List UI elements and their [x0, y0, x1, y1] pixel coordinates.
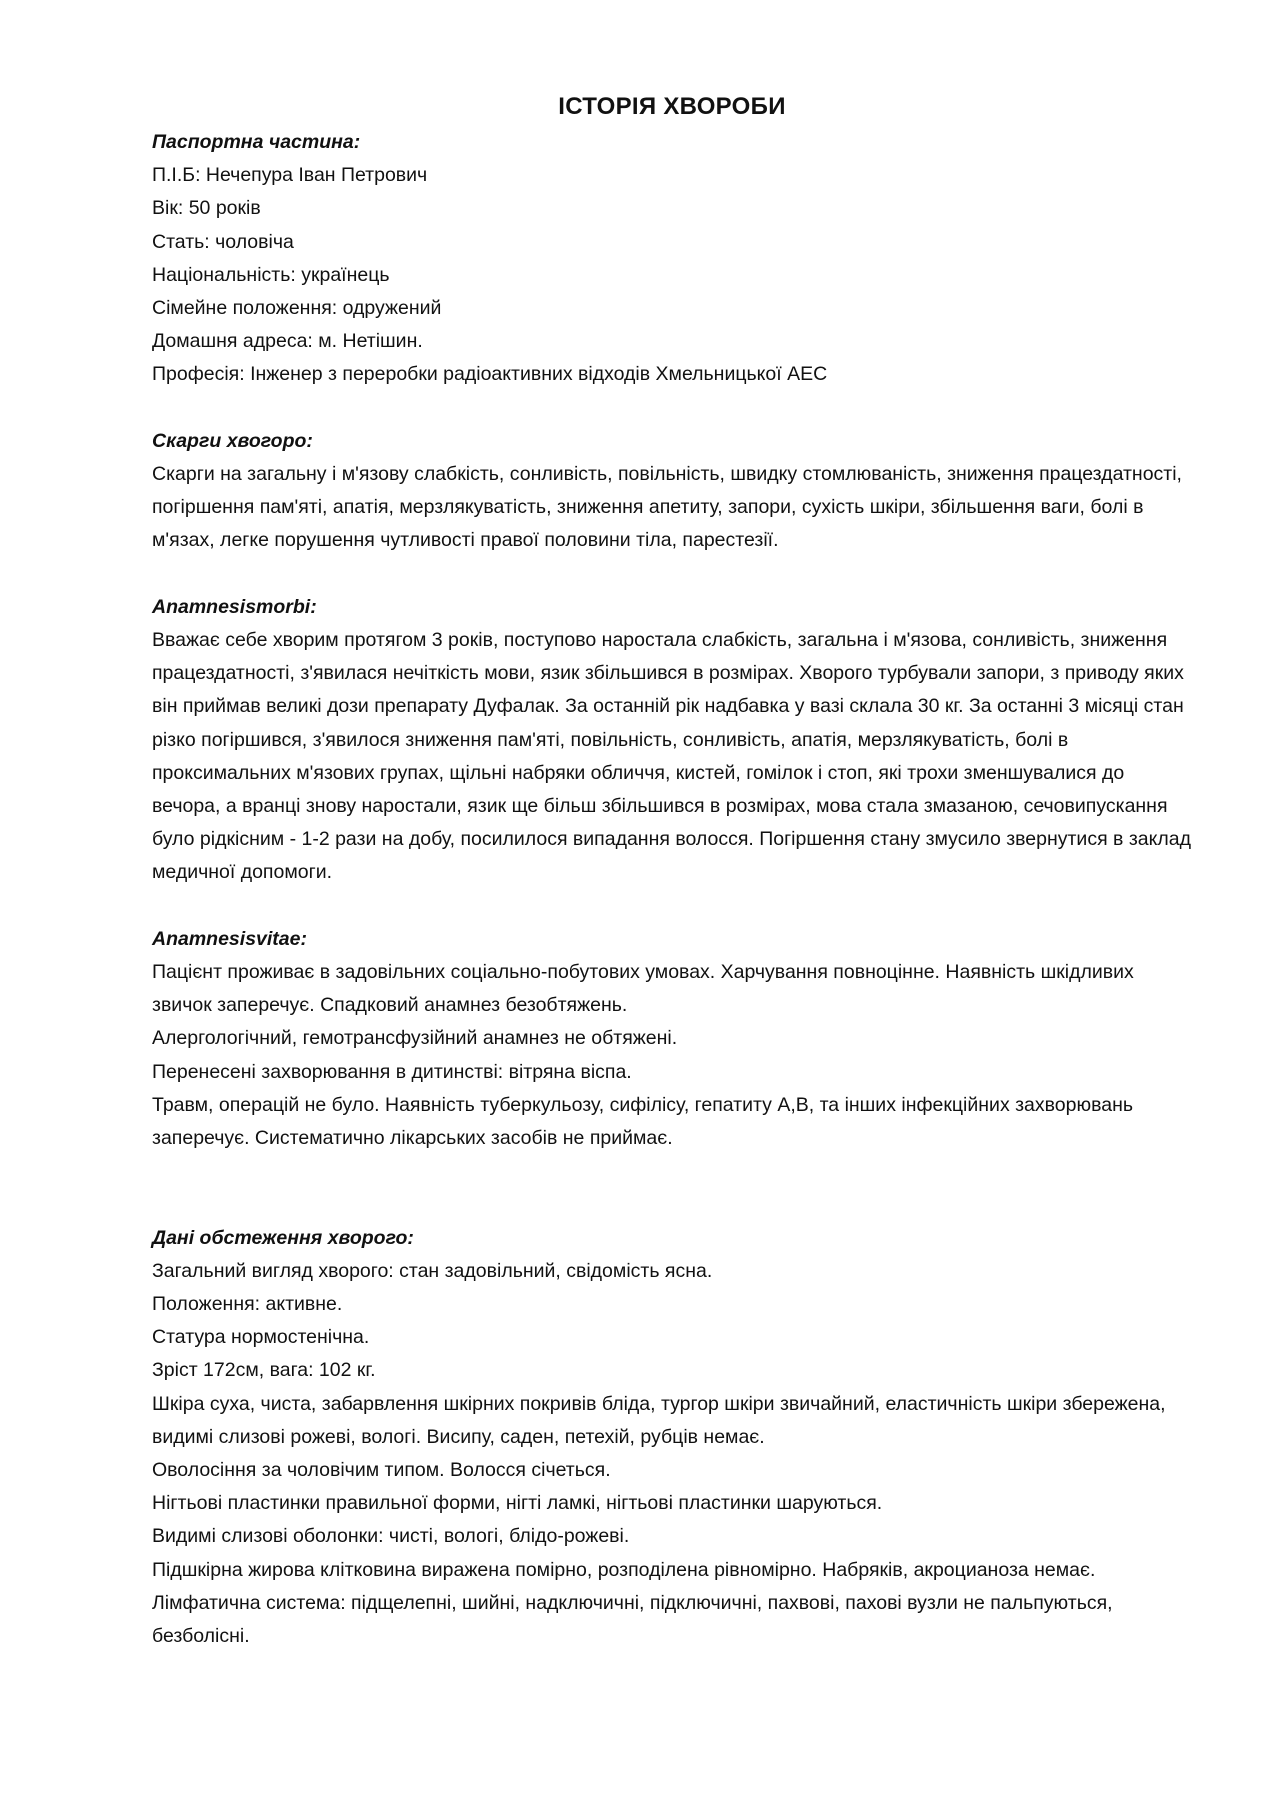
vitae-paragraph: Алергологічний, гемотрансфузійний анамнез не обтяжені. [152, 1027, 678, 1050]
anamnesis-morbi-section [152, 591, 1192, 890]
spacer [152, 890, 1192, 923]
exam-general-state: Загальний вигляд хворого: стан задовільний, свідомість ясна. [152, 1259, 713, 1282]
anamnesis-vitae-section [152, 923, 1192, 1155]
passport-age: Вік: 50 років [152, 197, 261, 220]
exam-subcutaneous-fat: Підшкірна жирова клітковина виражена помірно, розподілена рівномірно. Набряків, акроцианоза немає. [152, 1558, 1096, 1581]
passport-nationality: Національність: українець [152, 263, 390, 286]
complaints-text: Скарги на загальну і м'язову слабкість, сонливість, повільність, швидку стомлюваність, зниження працездатності, погіршення пам'яті, апатія, мерзлякуватість, зниження апетиту, запори, сухість шкіри, збільшення ваги, болі в м'язах, легке порушення чутливості правої половини тіла, парестезії. [152, 463, 1182, 552]
exam-hair: Оволосіння за чоловічим типом. Волосся січеться. [152, 1459, 611, 1482]
exam-nails: Нігтьові пластинки правильної форми, нігті ламкі, нігтьові пластинки шаруються. [152, 1492, 883, 1515]
passport-profession: Професія: Інженер з переробки радіоактивних відходів Хмельницької АЕС [152, 363, 828, 386]
spacer [152, 392, 1192, 425]
exam-constitution: Статура нормостенічна. [152, 1326, 370, 1349]
anamnesis-morbi-text: Вважає себе хворим протягом 3 років, поступово наростала слабкість, загальна і м'язова, сонливість, зниження працездатності, з'явилася нечіткість мови, язик збільшився в розмірах. Хворого турбували запори, з приводу яких він приймав великі дози препарату Дуфалак. За останній рік надбавка у вазі склала 30 кг. За останні 3 місяці стан різко погіршився, з'явилося зниження пам'яті, повільність, сонливість, апатія, мерзлякуватість, болі в проксимальних м'язових групах, щільні набряки обличчя, кистей, гомілок і стоп, які трохи зменшувалися до вечора, а вранці знову наростали, язик ще більш збільшився в розмірах, мова стала змазаною, сечовипускання було рідкісним - 1-2 рази на добу, посилилося випадання волосся. Погіршення стану змусило звернутися в заклад медичної допомоги. [152, 629, 1191, 884]
vitae-paragraph: Пацієнт проживає в задовільних соціально-побутових умовах. Харчування повноцінне. Наявність шкідливих звичок заперечує. Спадковий анамнез безобтяжень. [152, 961, 1134, 1017]
exam-position: Положення: активне. [152, 1293, 343, 1316]
passport-marital-status: Сімейне положення: одружений [152, 297, 442, 320]
vitae-paragraph: Перенесені захворювання в дитинстві: вітряна віспа. [152, 1060, 632, 1083]
passport-sex: Стать: чоловіча [152, 230, 294, 253]
complaints-heading: Скарги хвогоро: [152, 429, 313, 452]
passport-name: П.І.Б: Нечепура Іван Петрович [152, 164, 428, 187]
spacer [152, 1155, 1192, 1221]
anamnesis-morbi-heading: Anamnesismorbi: [152, 595, 317, 618]
examination-section [152, 1222, 1192, 1654]
complaints-section [152, 425, 1192, 558]
spacer [152, 558, 1192, 591]
examination-heading: Дані обстеження хворого: [152, 1226, 414, 1249]
document-title: ІСТОРІЯ ХВОРОБИ [558, 93, 786, 120]
exam-lymph-system: Лімфатична система: підщелепні, шийні, надключичні, підключичні, пахвові, пахові вузли не пальпуються, безболісні. [152, 1591, 1113, 1648]
passport-section [152, 126, 1192, 392]
exam-mucosa: Видимі слизові оболонки: чисті, вологі, блідо-рожеві. [152, 1525, 630, 1548]
anamnesis-vitae-heading: Anamnesisvitae: [152, 927, 307, 950]
vitae-paragraph: Травм, операцій не було. Наявність туберкульозу, сифілісу, гепатиту А,В, та інших інфекційних захворювань заперечує. Систематично лікарських засобів не приймає. [152, 1093, 1134, 1150]
passport-address: Домашня адреса: м. Нетішин. [152, 330, 423, 353]
exam-height-weight: Зріст 172см, вага: 102 кг. [152, 1359, 376, 1382]
exam-skin: Шкіра суха, чиста, забарвлення шкірних покривів бліда, тургор шкіри звичайний, еластичність шкіри збережена, видимі слизові рожеві, вологі. Висипу, саден, петехій, рубців немає. [152, 1392, 1166, 1448]
document-page [152, 92, 1192, 1653]
passport-heading: Паспортна частина: [152, 131, 361, 153]
